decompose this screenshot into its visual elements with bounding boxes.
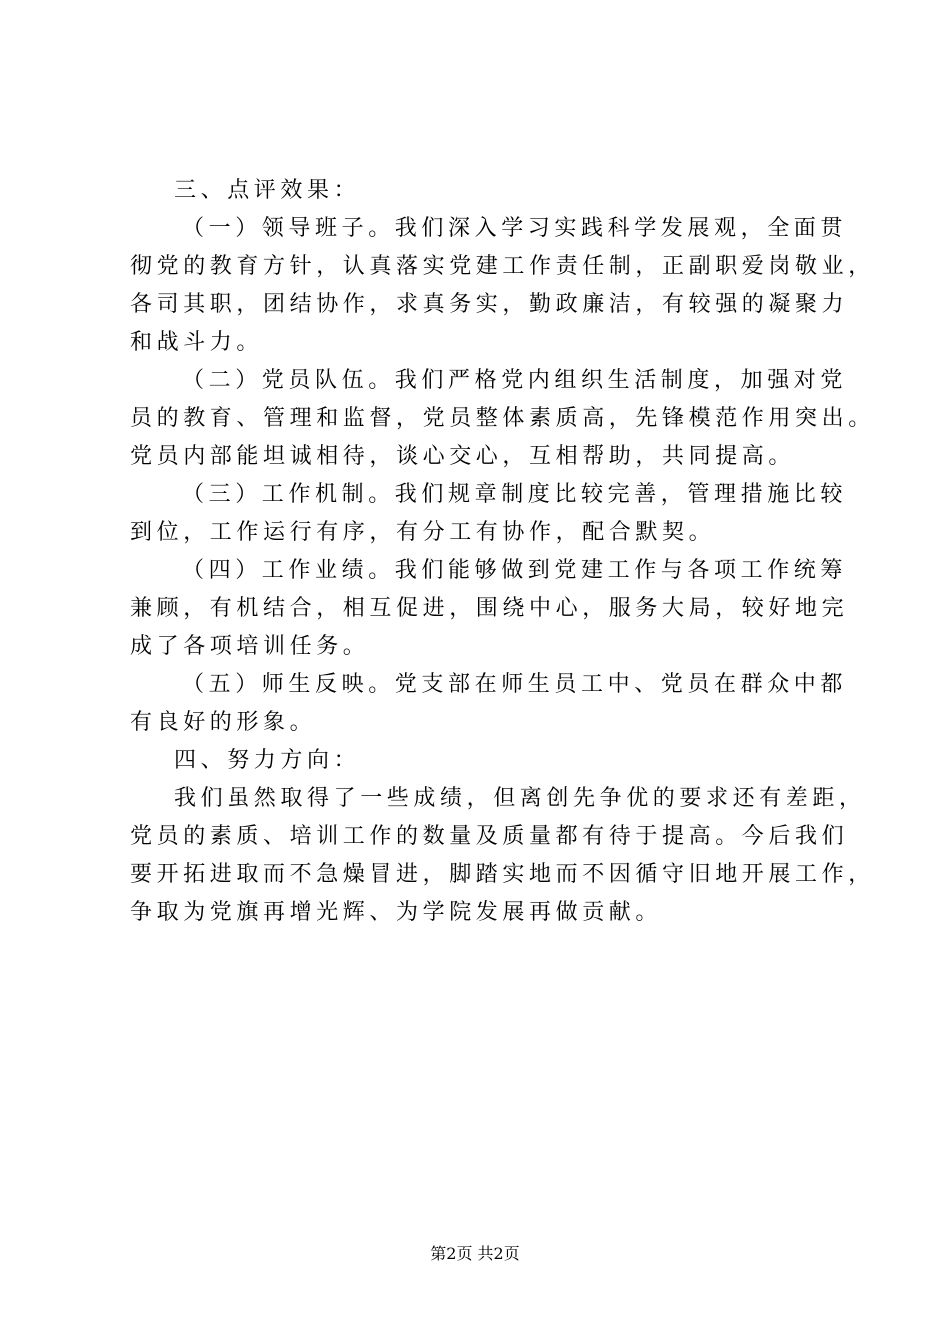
paragraph-line: 有良好的形象。 [130,710,317,735]
paragraph-line: 和战斗力。 [130,330,264,355]
section-heading-review-results: 三、点评效果： [174,178,361,203]
paragraph-line: 我们虽然取得了一些成绩，但离创先争优的要求还有差距， [174,786,866,811]
section-heading-direction: 四、努力方向： [174,748,361,773]
paragraph-line: （五）师生反映。党支部在师生员工中、党员在群众中都 [182,672,848,697]
paragraph-line: （四）工作业绩。我们能够做到党建工作与各项工作统筹 [182,558,848,583]
document-body [130,172,875,932]
paragraph-line: 兼顾，有机结合，相互促进，围绕中心，服务大局，较好地完 [130,596,849,621]
paragraph-line: 要开拓进取而不急燥冒进，脚踏实地而不因循守旧地开展工作， [130,862,875,887]
paragraph-line: （一）领导班子。我们深入学习实践科学发展观，全面贯 [182,216,848,241]
paragraph-line: 各司其职，团结协作，求真务实，勤政廉洁，有较强的凝聚力 [130,292,849,317]
paragraph-line: 争取为党旗再增光辉、为学院发展再做贡献。 [130,900,663,925]
paragraph-line: 成了各项培训任务。 [130,634,370,659]
paragraph-line: （三）工作机制。我们规章制度比较完善，管理措施比较 [182,482,848,507]
paragraph-line: （二）党员队伍。我们严格党内组织生活制度，加强对党 [182,368,848,393]
paragraph-line: 到位，工作运行有序，有分工有协作，配合默契。 [130,520,716,545]
page-number-footer: 第2页 共2页 [430,1244,520,1263]
paragraph-line: 彻党的教育方针，认真落实党建工作责任制，正副职爱岗敬业， [130,254,875,279]
paragraph-line: 党员内部能坦诚相待，谈心交心，互相帮助，共同提高。 [130,444,796,469]
paragraph-line: 党员的素质、培训工作的数量及质量都有待于提高。今后我们 [130,824,849,849]
paragraph-line: 员的教育、管理和监督，党员整体素质高，先锋模范作用突出。 [130,406,875,431]
